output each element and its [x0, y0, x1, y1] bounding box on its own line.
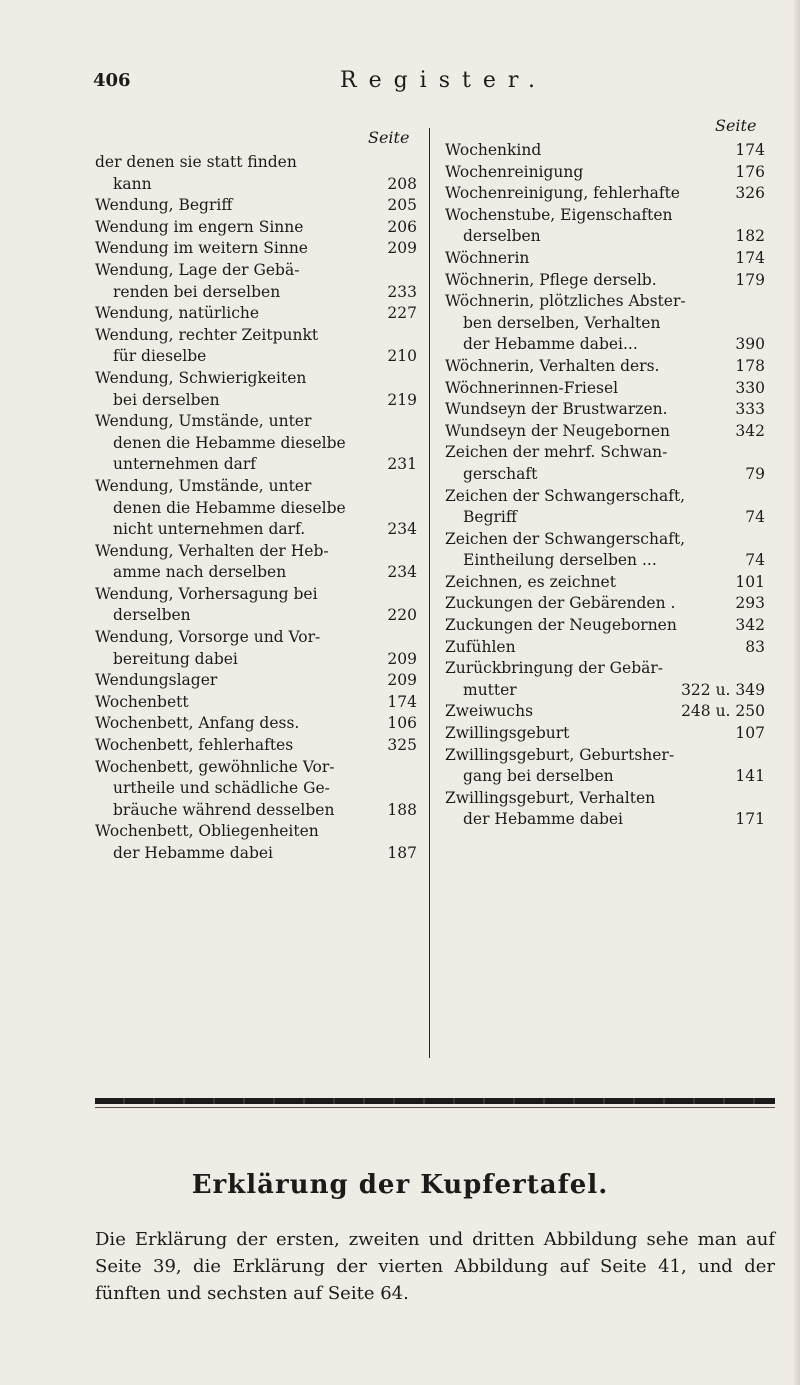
- index-entry: [95, 476, 417, 541]
- index-entry: [95, 411, 417, 476]
- index-entry-line: Wundseyn der Neugebornen: [445, 421, 671, 440]
- index-page-ref: 326: [735, 184, 765, 203]
- index-entry: [445, 723, 765, 745]
- index-entry-line: der denen sie statt finden: [95, 153, 297, 171]
- index-entry-line: Wendung, Verhalten der Heb-: [95, 541, 329, 560]
- left-column-heading: Seite: [368, 128, 410, 147]
- index-entry-line: der Hebamme dabei: [463, 810, 623, 829]
- index-entry: [445, 356, 765, 378]
- index-entry: [445, 140, 765, 162]
- index-page-ref: 209: [387, 649, 417, 668]
- index-page-ref: 330: [735, 378, 765, 397]
- index-entry: [445, 572, 765, 594]
- index-page-ref: 188: [387, 800, 417, 819]
- index-entry: [95, 713, 417, 735]
- index-page-ref: 174: [735, 248, 765, 267]
- index-entry: [95, 584, 417, 627]
- index-page-ref: 333: [735, 400, 765, 419]
- index-entry-line: Zwillingsgeburt: [445, 724, 570, 743]
- index-entry-line: Wendung, Begriff: [95, 196, 233, 215]
- index-entry-line: Wöchnerin, Verhalten ders.: [445, 356, 660, 375]
- index-entry-line: Wendung, Schwierigkeiten: [95, 368, 307, 387]
- index-page-ref: 106: [387, 714, 417, 733]
- index-entry: [445, 421, 765, 443]
- index-entry-line: Zeichnen, es zeichnet: [445, 572, 616, 591]
- index-entry: [445, 486, 765, 529]
- index-entry: [95, 735, 417, 757]
- index-entry-line: Wendung, Lage der Gebä-: [95, 260, 300, 279]
- index-page-ref: 101: [735, 572, 765, 591]
- right-column-heading: Seite: [715, 116, 757, 135]
- index-entry: [445, 615, 765, 637]
- page-number: 406: [93, 70, 131, 91]
- index-entry: [95, 670, 417, 692]
- index-entry-line: urtheile und schädliche Ge-: [113, 779, 330, 798]
- index-entry-line: Wochenbett, Anfang dess.: [95, 714, 300, 733]
- index-page-ref: 209: [387, 239, 417, 258]
- index-page-ref: 208: [387, 174, 417, 193]
- index-page-ref: 234: [387, 520, 417, 539]
- index-entry-line: Wöchnerin: [445, 248, 530, 267]
- index-page-ref: 83: [745, 637, 765, 656]
- index-entry-line: ben derselben, Verhalten: [463, 313, 661, 332]
- index-entry-line: bräuche während desselben: [113, 800, 335, 819]
- index-entry: [445, 162, 765, 184]
- index-entry: [445, 593, 765, 615]
- index-entry-line: Wendung im weitern Sinne: [95, 239, 308, 258]
- index-entry: [445, 442, 765, 485]
- index-entry: [95, 627, 417, 670]
- index-entry: [95, 541, 417, 584]
- index-page-ref: 227: [387, 304, 417, 323]
- index-page-ref: 293: [735, 594, 765, 613]
- running-title: Register.: [340, 68, 547, 93]
- index-page-ref: 206: [387, 217, 417, 236]
- index-entry-line: bereitung dabei: [113, 649, 238, 668]
- index-entry-line: Wundseyn der Brustwarzen.: [445, 400, 668, 419]
- index-entry: [445, 399, 765, 421]
- section-paragraph: Die Erklärung der ersten, zweiten und dritten Abbildung sehe man auf Seite 39, die Erklärung der vierten Abbildung auf Seite 41, und der fünften und sechsten auf Seite 64.: [95, 1229, 775, 1304]
- index-page-ref: 220: [387, 606, 417, 625]
- index-page-ref: 179: [735, 270, 765, 289]
- index-page-ref: 74: [745, 508, 765, 527]
- index-entry-line: amme nach derselben: [113, 563, 287, 582]
- index-entry-line: kann: [113, 174, 152, 193]
- index-entry-line: nicht unternehmen darf.: [113, 520, 306, 539]
- index-entry: [445, 529, 765, 572]
- index-page-ref: 182: [735, 227, 765, 246]
- index-page-ref: 322 u. 349: [681, 680, 765, 699]
- index-entry-line: Zwillingsgeburt, Verhalten: [445, 788, 656, 807]
- index-entry-line: Zweiwuchs: [445, 702, 534, 721]
- index-entry-line: Wöchnerin, plötzliches Abster-: [445, 292, 686, 311]
- index-entry-line: der Hebamme dabei...: [463, 335, 638, 354]
- index-page-ref: 176: [735, 162, 765, 181]
- index-entry-line: Zwillingsgeburt, Geburtsher-: [445, 745, 675, 764]
- index-entry-line: bei derselben: [113, 390, 220, 409]
- index-entry-line: unternehmen darf: [113, 455, 257, 474]
- index-page-ref: 74: [745, 551, 765, 570]
- index-entry: [445, 745, 765, 788]
- index-entry-line: Wendung, Umstände, unter: [95, 412, 312, 431]
- index-entry: [95, 260, 417, 303]
- index-entry-line: gang bei derselben: [463, 767, 614, 786]
- index-entry-line: Wendung, rechter Zeitpunkt: [95, 325, 319, 344]
- index-column-left: [95, 152, 417, 865]
- index-entry-line: Wochenbett, Obliegenheiten: [95, 822, 319, 841]
- column-divider: [429, 128, 430, 1058]
- index-entry-line: Wochenkind: [445, 141, 542, 159]
- index-entry-line: Eintheilung derselben ...: [463, 551, 657, 570]
- index-entry-line: Wochenbett, gewöhnliche Vor-: [95, 757, 335, 776]
- index-entry: [95, 368, 417, 411]
- index-entry-line: für dieselbe: [113, 347, 207, 366]
- index-entry-line: Wochenreinigung: [445, 162, 584, 181]
- index-entry-line: Wendung im engern Sinne: [95, 217, 304, 236]
- index-page-ref: 233: [387, 282, 417, 301]
- index-page-ref: 234: [387, 563, 417, 582]
- index-entry: [445, 637, 765, 659]
- index-page-ref: 79: [745, 464, 765, 483]
- section-rule: [95, 1098, 775, 1104]
- index-page-ref: 187: [387, 844, 417, 862]
- index-entry-line: Wendungslager: [95, 671, 218, 690]
- index-column-right: [445, 140, 765, 831]
- index-entry-line: Wochenstube, Eigenschaften: [445, 205, 673, 224]
- index-entry-line: derselben: [463, 227, 541, 246]
- index-page-ref: 107: [735, 724, 765, 743]
- index-entry-line: mutter: [463, 680, 517, 699]
- index-entry-line: Begriff: [463, 508, 517, 527]
- index-entry-line: Wochenbett, fehlerhaftes: [95, 736, 294, 755]
- index-entry-line: Wochenbett: [95, 692, 189, 711]
- index-entry: [445, 658, 765, 701]
- index-entry: [95, 821, 417, 864]
- index-entry-line: Zeichen der mehrf. Schwan-: [445, 443, 668, 462]
- index-entry: [95, 325, 417, 368]
- index-page-ref: 231: [387, 455, 417, 474]
- index-page-ref: 342: [735, 421, 765, 440]
- index-page-ref: 174: [735, 141, 765, 159]
- index-entry: [445, 701, 765, 723]
- index-page-ref: 210: [387, 347, 417, 366]
- index-entry-line: Wöchnerin, Pflege derselb.: [445, 270, 657, 289]
- index-page-ref: 209: [387, 671, 417, 690]
- index-page-ref: 219: [387, 390, 417, 409]
- section-title: Erklärung der Kupfertafel.: [191, 1170, 609, 1200]
- index-entry: [95, 152, 417, 195]
- index-entry: [95, 303, 417, 325]
- index-entry: [445, 788, 765, 831]
- index-page-ref: 342: [735, 616, 765, 635]
- index-entry: [95, 692, 417, 714]
- index-entry-line: Wendung, Umstände, unter: [95, 476, 312, 495]
- index-entry-line: der Hebamme dabei: [113, 844, 273, 862]
- index-entry-line: Wendung, Vorhersagung bei: [95, 584, 318, 603]
- index-entry: [445, 248, 765, 270]
- index-entry-line: Zufühlen: [445, 637, 516, 656]
- index-entry: [95, 757, 417, 822]
- index-entry: [445, 378, 765, 400]
- index-entry-line: gerschaft: [463, 464, 538, 483]
- section-rule-thin: [95, 1107, 775, 1108]
- index-entry-line: Zuckungen der Neugebornen: [445, 616, 677, 635]
- index-entry-line: renden bei derselben: [113, 282, 281, 301]
- index-entry-line: denen die Hebamme dieselbe: [113, 498, 346, 517]
- index-entry-line: denen die Hebamme dieselbe: [113, 433, 346, 452]
- index-page-ref: 325: [387, 736, 417, 755]
- index-entry: [95, 195, 417, 217]
- index-entry-line: Wendung, Vorsorge und Vor-: [95, 628, 321, 647]
- index-entry-line: Wochenreinigung, fehlerhafte: [445, 184, 680, 203]
- index-entry: [95, 217, 417, 239]
- index-entry-line: Zeichen der Schwangerschaft,: [445, 486, 686, 505]
- index-entry-line: Zeichen der Schwangerschaft,: [445, 529, 686, 548]
- index-page-ref: 174: [387, 692, 417, 711]
- index-entry-line: Zurückbringung der Gebär-: [445, 659, 664, 678]
- index-entry: [445, 270, 765, 292]
- index-entry-line: derselben: [113, 606, 191, 625]
- index-page-ref: 178: [735, 356, 765, 375]
- index-page-ref: 390: [735, 335, 765, 354]
- page-edge: [794, 0, 800, 1385]
- index-entry-line: Wöchnerinnen-Friesel: [445, 378, 619, 397]
- index-entry-line: Wendung, natürliche: [95, 304, 260, 323]
- index-page-ref: 205: [387, 196, 417, 215]
- index-page-ref: 171: [735, 810, 765, 829]
- index-page-ref: 141: [735, 767, 765, 786]
- index-page-ref: 248 u. 250: [681, 702, 765, 721]
- index-entry: [445, 183, 765, 205]
- index-entry: [445, 205, 765, 248]
- index-entry: [95, 238, 417, 260]
- index-entry-line: Zuckungen der Gebärenden .: [445, 594, 676, 613]
- index-entry: [445, 291, 765, 356]
